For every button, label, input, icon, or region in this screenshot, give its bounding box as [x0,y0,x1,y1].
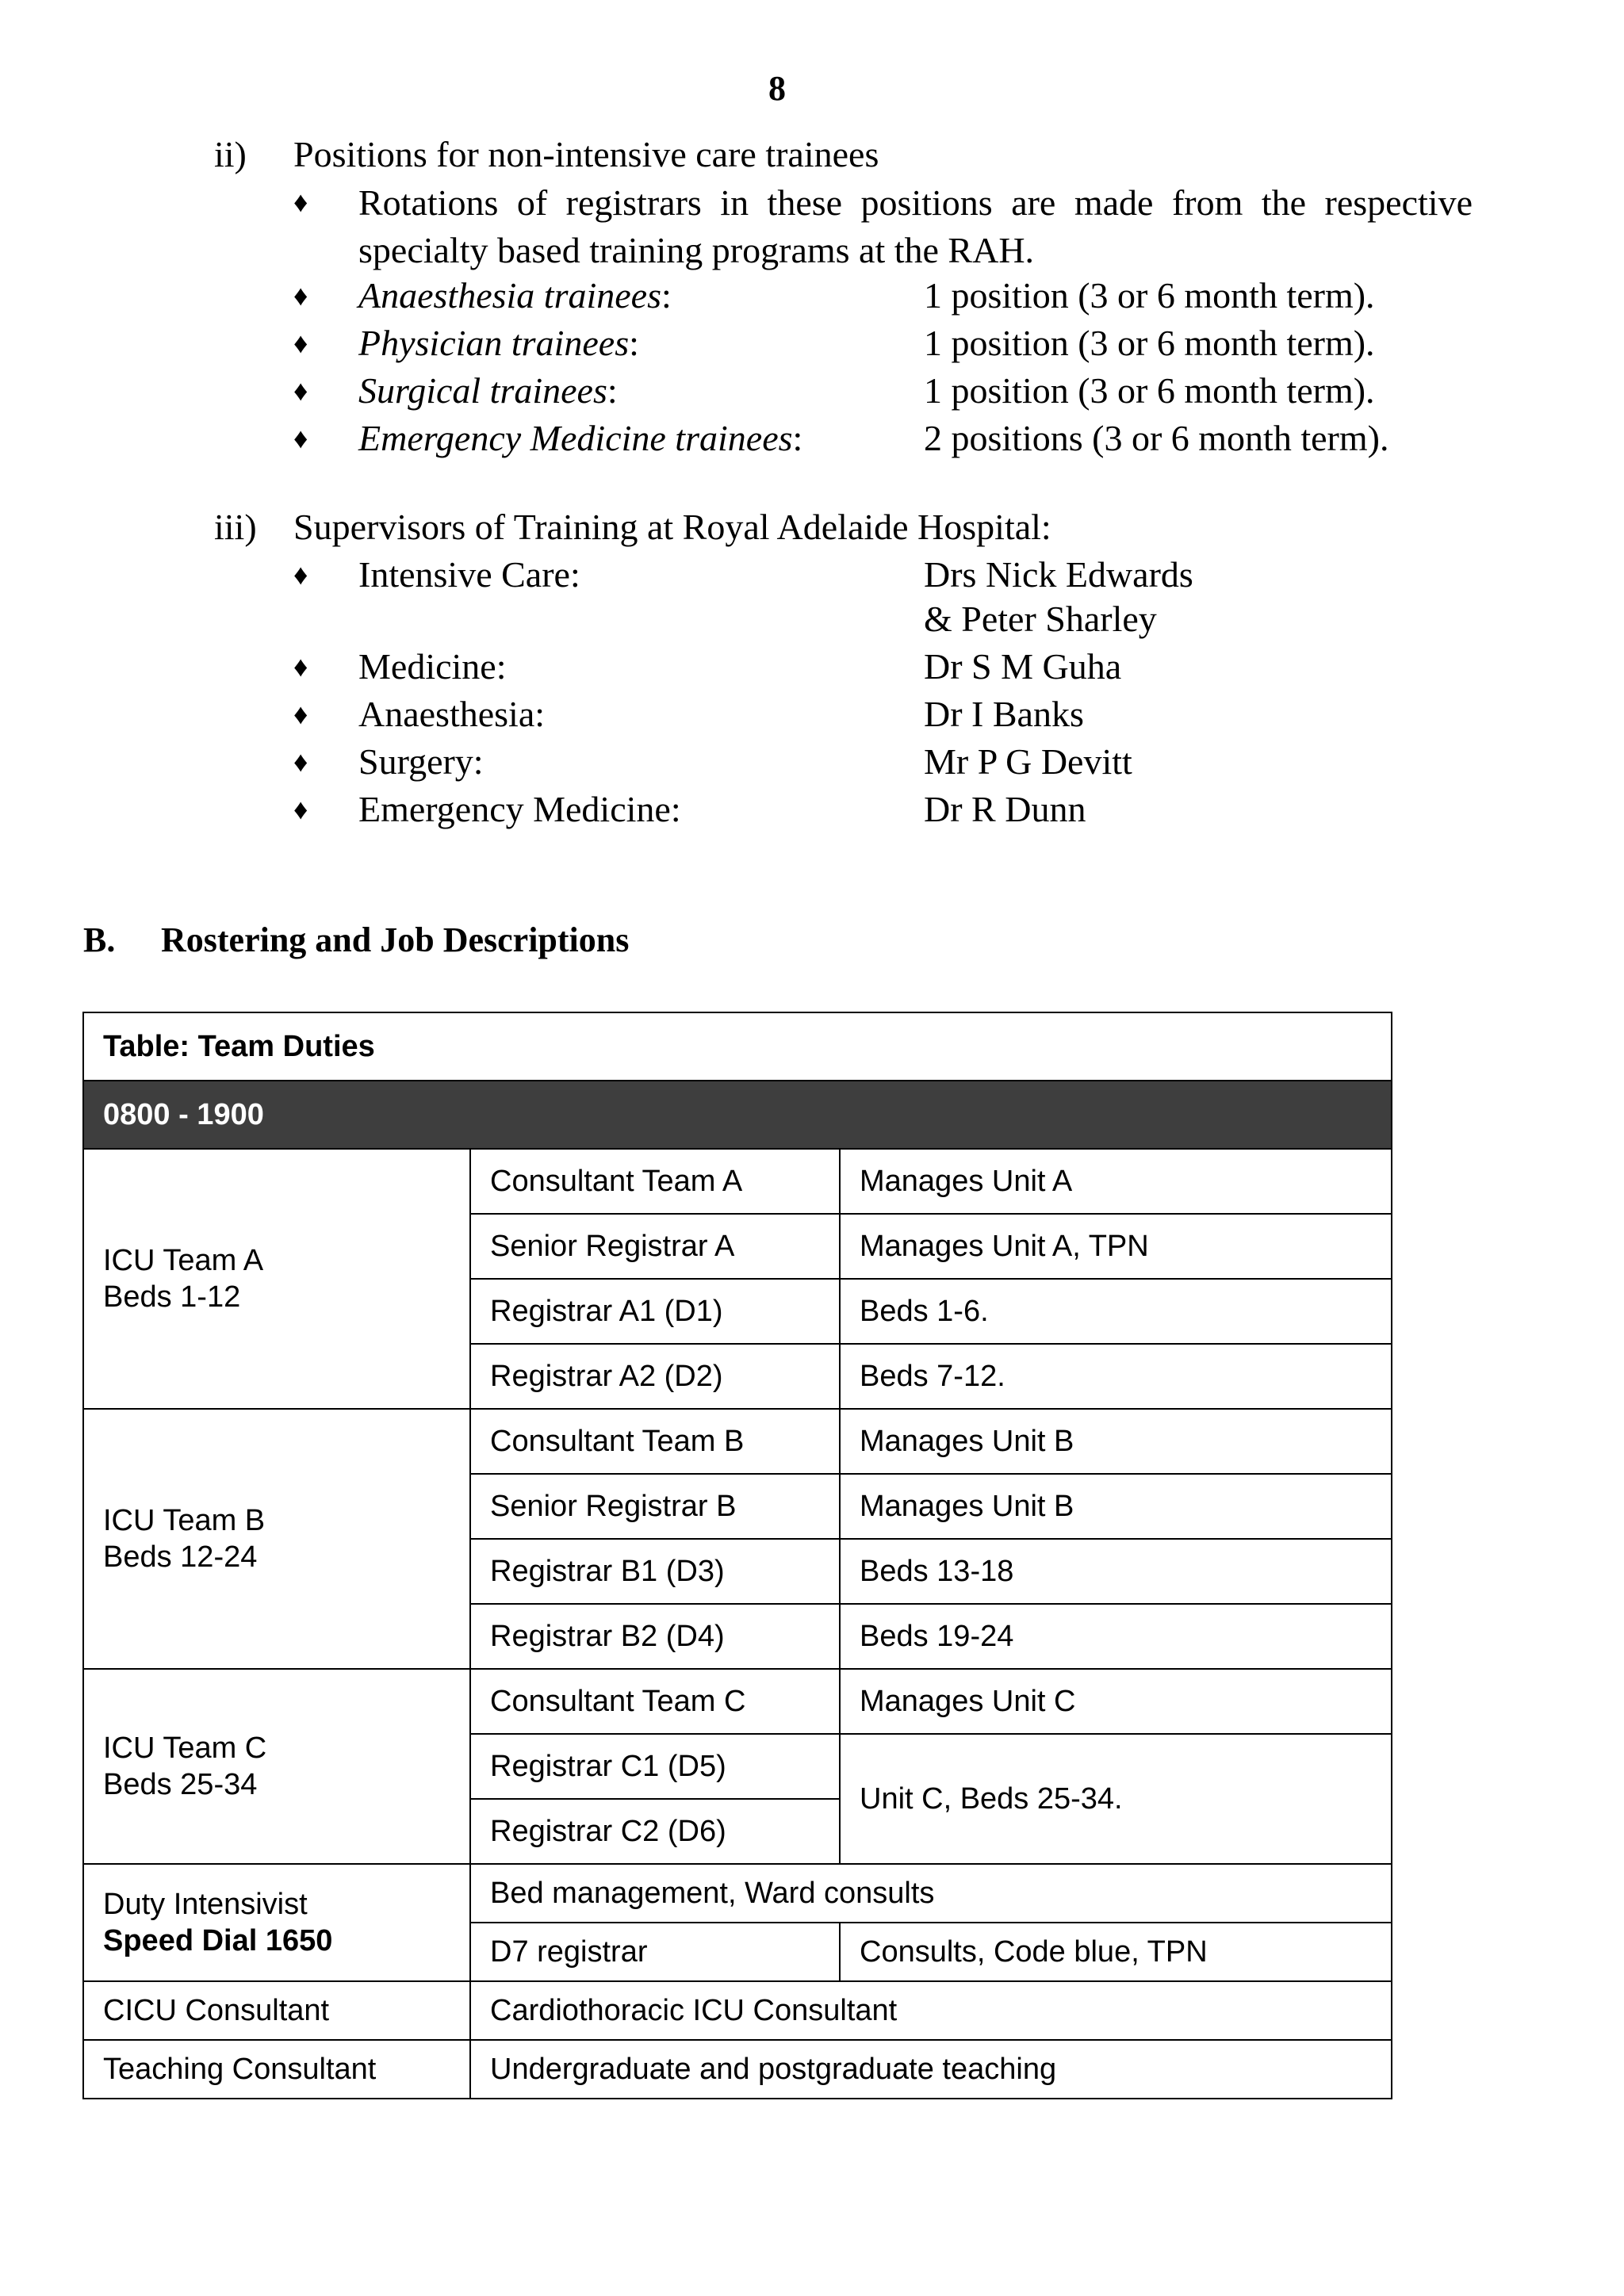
item-label: Emergency Medicine: [358,789,681,829]
duty-cell: Cardiothoracic ICU Consultant [470,1981,1392,2040]
team-b-name: ICU Team B [103,1504,266,1537]
item-value: 1 position (3 or 6 month term). [924,275,1375,316]
role-cell: Consultant Team A [470,1149,840,1214]
role-cell: Registrar C2 (D6) [470,1799,840,1864]
item-label: Surgery: [358,741,484,782]
duty-cell: Beds 7-12. [840,1344,1392,1409]
duty-cell: Manages Unit B [840,1409,1392,1474]
role-cell: Consultant Team B [470,1409,840,1474]
duty-cell: Undergraduate and postgraduate teaching [470,2040,1392,2099]
diamond-bullet-icon: ♦ [293,698,308,730]
section-iii-number: iii) [214,507,257,547]
item-value: Dr I Banks [924,694,1084,734]
item-value: 1 position (3 or 6 month term). [924,370,1375,411]
section-b-letter: B. [83,920,116,959]
item-value: Drs Nick Edwards [924,554,1193,595]
item-value: 2 positions (3 or 6 month term). [924,418,1389,458]
item-label: Emergency Medicine trainees [358,418,793,458]
item-value: Dr S M Guha [924,646,1122,687]
table-row [83,2040,1392,2099]
duty-cell: Bed management, Ward consults [470,1864,1392,1923]
table-row [83,1669,1392,1734]
team-c-cell [83,1669,470,1864]
time-band: 0800 - 1900 [83,1081,1392,1149]
table-row [83,1864,1392,1923]
diamond-bullet-icon: ♦ [293,423,308,454]
section-iii-title: Supervisors of Training at Royal Adelaide Hospital: [293,507,1051,547]
section-ii-title: Positions for non-intensive care trainees [293,134,879,174]
item-label: Anaesthesia trainees [358,275,661,316]
duty-cell: Manages Unit B [840,1474,1392,1539]
item-label: Anaesthesia: [358,694,546,734]
role-cell: Registrar B2 (D4) [470,1604,840,1669]
page-number: 8 [768,69,786,108]
team-a-name: ICU Team A [103,1244,264,1277]
duty-cell: Manages Unit C [840,1669,1392,1734]
duty-cell: Beds 1-6. [840,1279,1392,1344]
team-c-beds: Beds 25-34 [103,1768,258,1801]
team-c-name: ICU Team C [103,1732,267,1765]
table-row [83,1981,1392,2040]
diamond-bullet-icon: ♦ [293,327,308,359]
role-cell: Senior Registrar B [470,1474,840,1539]
table-row [83,1149,1392,1214]
duty-cell: Manages Unit A [840,1149,1392,1214]
team-b-beds: Beds 12-24 [103,1540,258,1574]
diamond-bullet-icon: ♦ [293,186,308,218]
role-cell: Registrar A2 (D2) [470,1344,840,1409]
table-title: Table: Team Duties [83,1012,1392,1081]
role-cell: Registrar C1 (D5) [470,1734,840,1799]
role-cell: D7 registrar [470,1923,840,1981]
team-duties-table [82,1012,1392,2099]
duty-cell: Consults, Code blue, TPN [840,1923,1392,1981]
duty-intensivist-name: Duty Intensivist [103,1888,308,1921]
team-a-cell [83,1149,470,1409]
diamond-bullet-icon: ♦ [293,375,308,407]
role-cell: Senior Registrar A [470,1214,840,1279]
item-value: Mr P G Devitt [924,741,1132,782]
item-label: Intensive Care: [358,554,580,595]
section-ii-number: ii) [214,134,247,174]
role-cell: Registrar A1 (D1) [470,1279,840,1344]
duty-cell: Manages Unit A, TPN [840,1214,1392,1279]
role-cell: Registrar B1 (D3) [470,1539,840,1604]
team-b-cell [83,1409,470,1669]
item-value: Dr R Dunn [924,789,1086,829]
section-b-title: Rostering and Job Descriptions [161,920,630,959]
duty-cell: Beds 13-18 [840,1539,1392,1604]
duty-cell: Unit C, Beds 25-34. [840,1734,1392,1864]
diamond-bullet-icon: ♦ [293,559,308,591]
diamond-bullet-icon: ♦ [293,746,308,778]
section-ii-intro: Rotations of registrars in these positions are made from the respective specialty based training programs at the RAH. [358,182,1473,270]
item-label: Medicine: [358,646,507,687]
diamond-bullet-icon: ♦ [293,651,308,683]
diamond-bullet-icon: ♦ [293,794,308,825]
item-value-continued: & Peter Sharley [924,599,1157,639]
item-label: Surgical trainees [358,370,607,411]
diamond-bullet-icon: ♦ [293,280,308,312]
duty-cell: Beds 19-24 [840,1604,1392,1669]
role-cell: Teaching Consultant [83,2040,470,2099]
team-a-beds: Beds 1-12 [103,1280,241,1314]
item-label: Physician trainees [358,323,630,363]
item-value: 1 position (3 or 6 month term). [924,323,1375,363]
duty-intensivist-cell [83,1864,470,1981]
speed-dial: Speed Dial 1650 [103,1924,333,1957]
role-cell: CICU Consultant [83,1981,470,2040]
role-cell: Consultant Team C [470,1669,840,1734]
table-row [83,1409,1392,1474]
